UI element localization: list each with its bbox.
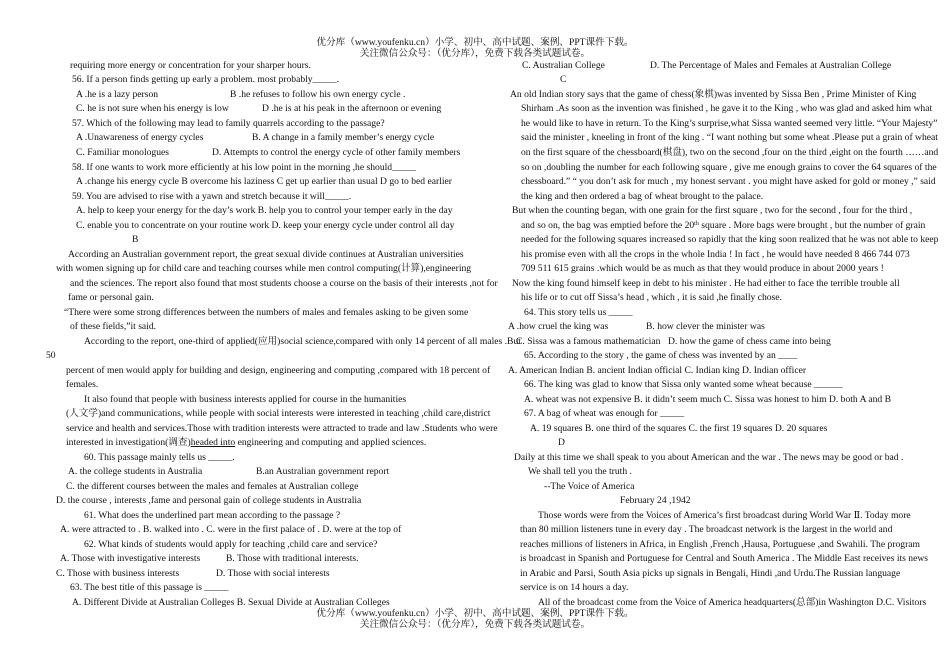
passage-c-line: An old Indian story says that the game of chess(象棋)was invented by Sissa Ben , Prime Minister of King [510, 89, 917, 100]
q57-option-c: C. Familiar monologues [76, 147, 170, 158]
passage-b-line: “There were some strong differences between the numbers of males and females asking to be given some [64, 307, 469, 318]
passage-c-line: Shirham .As soon as the invention was finished , he gave it to the King , who was glad and asked him what [521, 103, 933, 114]
passage-d-date: February 24 ,1942 [620, 495, 691, 506]
passage-b-text: interested in investigation(调查) [66, 437, 191, 448]
passage-a-tail: requiring more energy or concentration for your sharper hours. [70, 60, 311, 71]
passage-c-line: Now the king found himself keep in debt to his minister . He had either to face the terrible trouble all [512, 278, 900, 289]
passage-c-line [521, 219, 925, 234]
q62-option-c: C. Those with business interests [56, 568, 180, 579]
q62-option-a: A. Those with investigative interests [60, 553, 201, 564]
header-line-1: 优分库（www.youfenku.cn）小学、初中、高中试题、案例、PPT课件下载。 [316, 37, 634, 48]
passage-b-line: (人文学)and communications, while people with social interests were interested in teaching ,child care,district [66, 408, 491, 419]
underlined-phrase: headed into [190, 437, 236, 448]
passage-d-line: All of the broadcast come from the Voice of America headquarters(总部)in Washington D.C. Visitors [538, 597, 927, 608]
q57-option-d: D. Attempts to control the energy cycle of other family members [212, 147, 461, 158]
q61-options: A. were attracted to . B. walked into . C. were in the first palace of . D. were at the top of [60, 524, 402, 535]
q59-options-cd: C. enable you to concentrate on your routine work D. keep your energy cycle under control all day [76, 220, 455, 231]
question-57: 57. Which of the following may lead to family quarrels according to the passage? [72, 118, 385, 129]
section-b-heading: B [132, 234, 139, 245]
question-61: 61. What does the underlined part mean according to the passage ? [84, 510, 341, 521]
passage-c-line: his promise even with all the crops in the whole India ! In fact , he would have needed 8 466 744 073 [521, 249, 910, 260]
q64-option-d: D. how the game of chess came into being [668, 336, 831, 347]
question-67: 67. A bag of wheat was enough for _____ [524, 408, 685, 419]
passage-b-line: of these fields,”it said. [70, 321, 157, 332]
question-59: 59. You are advised to rise with a yawn and stretch because it will_____. [72, 191, 352, 202]
passage-b-line: with women signing up for child care and teaching courses while men control computing(计算),engineering [56, 263, 472, 274]
q66-options: A. wheat was not expensive B. it didn’t seem much C. Sissa was honest to him D. both A and B [524, 394, 892, 405]
q64-option-a: A .how cruel the king was [508, 321, 609, 332]
question-64: 64. This story tells us _____ [524, 307, 633, 318]
q64-option-c: C. Sissa was a famous mathematician [516, 336, 661, 347]
q58-options: A .change his energy cycle B overcome his laziness C get up earlier than usual D go to bed earlier [76, 176, 452, 187]
passage-b-line: 50 [46, 350, 56, 361]
q60-option-c: C. the different courses between the males and females at Australian college [66, 481, 359, 492]
passage-c-line: the king and then ordered a bag of wheat brought to the palace. [521, 191, 764, 202]
question-66: 66. The king was glad to know that Sissa only wanted some wheat because ______ [524, 379, 843, 390]
passage-c-line: his life or to cut off Sissa’s head , which , it is said ,he finally chose. [521, 292, 782, 303]
passage-d-line: than 80 million listeners tune in every day . The broadcast network is the largest in the world and [520, 524, 893, 535]
passage-c-line: on the first square of the chessboard(棋盘), two on the second ,four on the third ,eight on the fourth ……and [521, 147, 939, 158]
question-65: 65. According to the story , the game of chess was invented by an ____ [524, 350, 798, 361]
q62-option-d: D. Those with social interests [216, 568, 330, 579]
footer-line-2: 关注微信公众号：（优分库），免费下载各类试题试卷。 [359, 619, 591, 630]
passage-d-attribution: --The Voice of America [544, 481, 635, 492]
passage-d-line: Daily at this time we shall speak to you about American and the war . The news may be good or bad . [514, 452, 904, 463]
passage-c-text: square . More bags were brought , but the number of grain [698, 220, 926, 231]
passage-d-line: reaches millions of listeners in Africa, in English ,French ,Hausa, Portuguese ,and Swahili. The program [520, 539, 921, 550]
q67-options: A. 19 squares B. one third of the squares C. the first 19 squares D. 20 squares [530, 423, 828, 434]
passage-b-line: It also found that people with business interests applied for course in the humanities [84, 394, 407, 405]
q56-option-a: A .he is a lazy person [76, 89, 159, 100]
passage-b-line: females. [66, 379, 99, 390]
passage-d-line: service is on 14 hours a day. [520, 582, 629, 593]
passage-b-text: engineering and computing and applied sciences. [235, 437, 427, 448]
ordinal-suffix: th [694, 221, 699, 227]
q60-option-d: D. the course , interests ,fame and personal gain of college students in Australia [56, 495, 362, 506]
passage-c-line: 709 511 615 grains .which would be as much as that they would produce in about 2000 years ! [521, 263, 884, 274]
question-63: 63. The best title of this passage is _____ [70, 582, 229, 593]
q63-option-d: D. The Percentage of Males and Females at Australian College [650, 60, 892, 71]
header-line-2: 关注微信公众号：（优分库），免费下载各类试题试卷。 [359, 48, 591, 59]
q56-option-c: C. he is not sure when his energy is low [76, 103, 229, 114]
passage-b-line: service and health and services.Those with tradition interests were attracted to trade and law .Students who were [66, 423, 498, 434]
q63-options-ab: A. Different Divide at Australian Colleges B. Sexual Divide at Australian Colleges [72, 597, 390, 608]
q64-option-b: B. how clever the minister was [646, 321, 765, 332]
q60-option-b: B.an Australian government report [256, 466, 390, 477]
q57-option-a: A .Unawareness of energy cycles [76, 132, 204, 143]
q65-options: A. American Indian B. ancient Indian official C. Indian king D. Indian officer [508, 365, 807, 376]
q63-option-c: C. Australian College [522, 60, 605, 71]
q62-option-b: B. Those with traditional interests. [226, 553, 359, 564]
q59-options-ab: A. help to keep your energy for the day’s work B. help you to control your temper early in the day [76, 205, 453, 216]
passage-b-line: According to the report, one-third of applied(应用)social science,compared with only 14 percent of all males .But [84, 336, 521, 347]
passage-d-line: We shall tell you the truth . [528, 466, 632, 477]
q57-option-b: B. A change in a family member’s energy cycle [252, 132, 435, 143]
footer-line-1: 优分库（www.youfenku.cn）小学、初中、高中试题、案例、PPT课件下载。 [316, 608, 634, 619]
passage-b-line: and the sciences. The report also found that most students choose a course on the basis of their interests ,not for [70, 278, 498, 289]
passage-d-line: Those words were from the Voices of America’s first broadcast during World War Ⅱ. Today more [538, 510, 911, 521]
passage-c-line: said the minister , kneeling in front of the king . “I want nothing but some wheat .Please put a grain of wheat [521, 132, 938, 143]
question-60: 60. This passage mainly tells us _____. [84, 452, 235, 463]
section-c-heading: C [560, 74, 567, 85]
passage-c-line: needed for the following squares increased so rapidly that the king soon realized that he was not able to keep [521, 234, 939, 245]
q60-option-a: A. the college students in Australia [68, 466, 203, 477]
passage-c-line: chessboard.” “ you don’t ask for much , my honest servant . you might have asked for gold or money ,” said [521, 176, 936, 187]
passage-d-line: in Arabic and Parsi, South Asia picks up signals in Bengali, Hindi ,and Urdu.The Russian language [520, 568, 901, 579]
passage-b-line: According an Australian government report, the great sexual divide continues at Australian universities [68, 249, 464, 260]
passage-b-line: percent of men would apply for building and design, engineering and computing ,compared with 18 percent of [66, 365, 491, 376]
passage-b-line: fame or personal gain. [68, 292, 154, 303]
passage-c-line: he would like to have in return. To the King’s surprise,what Sissa wanted seemed very little. “Your Majesty” [521, 118, 938, 129]
passage-c-line: so on ,doubling the number for each following square , give me enough grains to cover the 64 squares of the [521, 162, 937, 173]
section-d-heading: D [558, 437, 565, 448]
passage-c-text: and so on, the bag was emptied before the 20 [521, 220, 695, 231]
passage-d-line: is broadcast in Spanish and Portuguese for Central and South America . The Middle East receives its news [520, 553, 929, 564]
passage-c-line: But when the counting began, with one grain for the first square , two for the second , four for the third , [512, 205, 913, 216]
q56-option-d: D .he is at his peak in the afternoon or evening [262, 103, 442, 114]
question-56: 56. If a person finds getting up early a problem. most probably_____. [72, 74, 339, 85]
question-62: 62. What kinds of students would apply for teaching ,child care and service? [84, 539, 378, 550]
page-footer [0, 608, 950, 630]
q56-option-b: B .he refuses to follow his own energy cycle . [230, 89, 406, 100]
question-58: 58. If one wants to work more efficiently at his low point in the morning ,he should_____ [72, 162, 417, 173]
